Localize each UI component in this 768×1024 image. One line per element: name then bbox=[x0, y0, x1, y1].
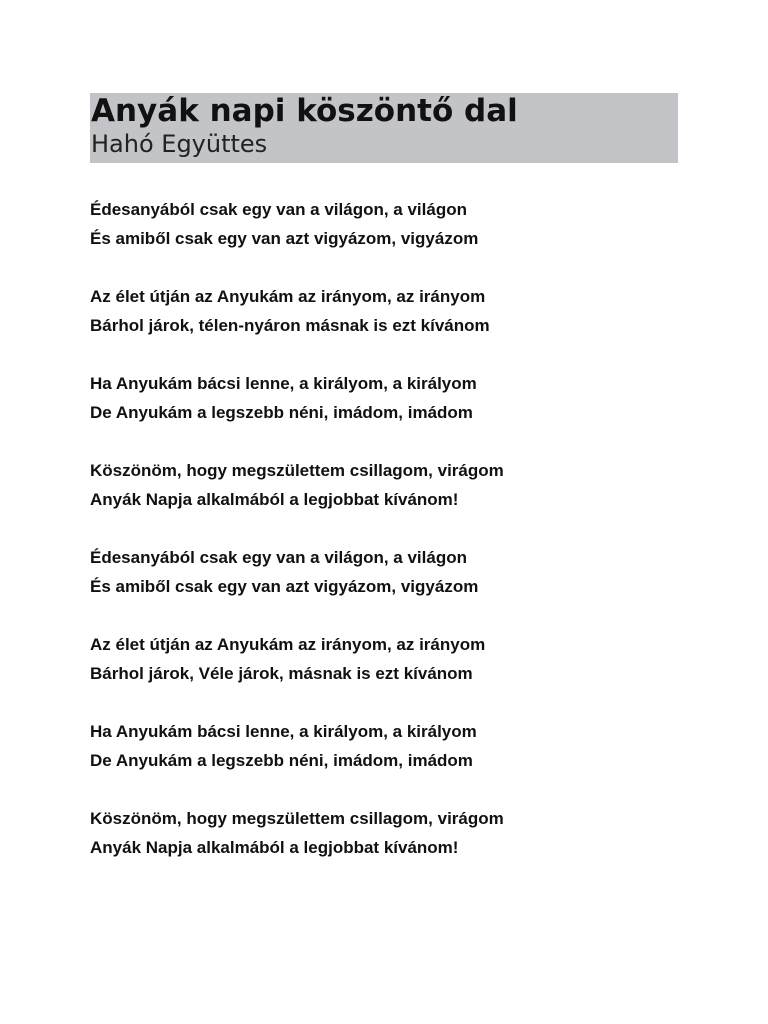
lyric-line: Ha Anyukám bácsi lenne, a királyom, a királyom bbox=[90, 722, 477, 741]
lyric-line: De Anyukám a legszebb néni, imádom, imádom bbox=[90, 403, 473, 422]
lyric-line: Köszönöm, hogy megszülettem csillagom, virágom bbox=[90, 461, 504, 480]
lyric-line: Ha Anyukám bácsi lenne, a királyom, a királyom bbox=[90, 374, 477, 393]
lyric-line: Bárhol járok, Véle járok, másnak is ezt kívánom bbox=[90, 664, 473, 683]
stanza bbox=[90, 369, 690, 427]
lyric-line: Az élet útján az Anyukám az irányom, az irányom bbox=[90, 635, 486, 654]
stanza bbox=[90, 456, 690, 514]
lyric-line: Köszönöm, hogy megszülettem csillagom, virágom bbox=[90, 809, 504, 828]
stanza bbox=[90, 630, 690, 688]
lyric-line: De Anyukám a legszebb néni, imádom, imádom bbox=[90, 751, 473, 770]
song-title: Anyák napi köszöntő dal bbox=[91, 93, 518, 129]
lyric-line: Anyák Napja alkalmából a legjobbat kívánom! bbox=[90, 838, 459, 857]
title-block bbox=[90, 93, 678, 163]
lyric-line: És amiből csak egy van azt vigyázom, vigyázom bbox=[90, 577, 479, 596]
stanza bbox=[90, 804, 690, 862]
artist-name: Hahó Együttes bbox=[91, 130, 268, 158]
stanza bbox=[90, 717, 690, 775]
stanza bbox=[90, 195, 690, 253]
lyric-line: Anyák Napja alkalmából a legjobbat kívánom! bbox=[90, 490, 459, 509]
stanza bbox=[90, 282, 690, 340]
stanza bbox=[90, 543, 690, 601]
lyric-line: Édesanyából csak egy van a világon, a világon bbox=[90, 548, 467, 567]
lyric-line: És amiből csak egy van azt vigyázom, vigyázom bbox=[90, 229, 479, 248]
lyric-line: Az élet útján az Anyukám az irányom, az irányom bbox=[90, 287, 486, 306]
lyric-line: Édesanyából csak egy van a világon, a világon bbox=[90, 200, 467, 219]
lyric-line: Bárhol járok, télen-nyáron másnak is ezt kívánom bbox=[90, 316, 490, 335]
lyrics bbox=[90, 195, 690, 891]
